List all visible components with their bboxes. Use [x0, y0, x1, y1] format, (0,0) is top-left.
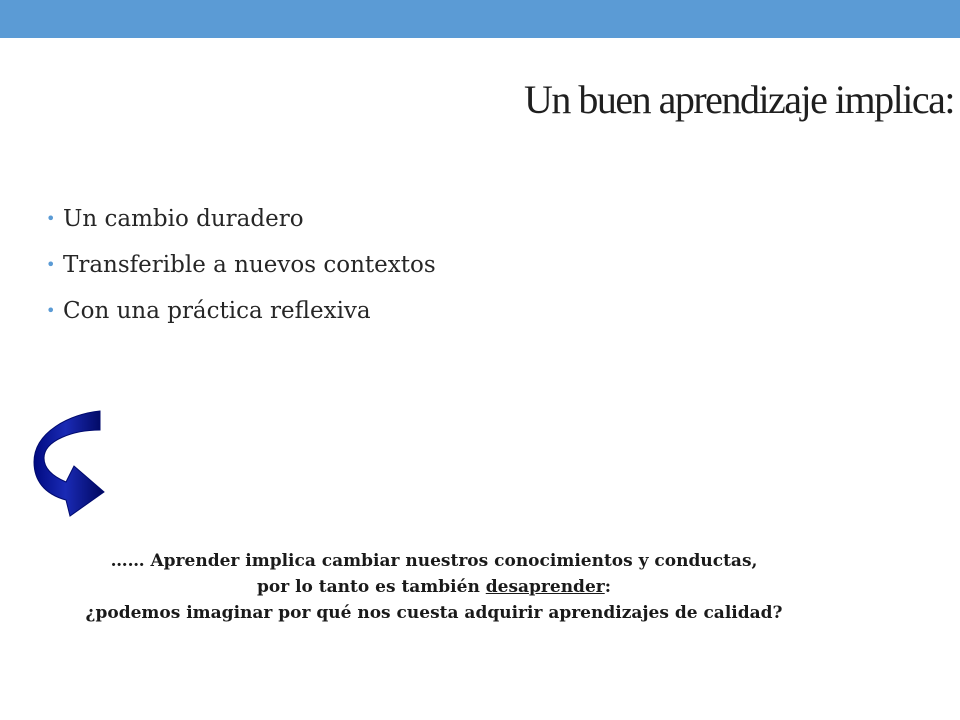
curved-arrow-shape: [34, 411, 104, 516]
closing-note: [0, 548, 868, 626]
bullet-text: Transferible a nuevos contextos: [63, 252, 436, 278]
note-line-1: …… Aprender implica cambiar nuestros conocimientos y conductas,: [110, 551, 758, 571]
bullet-text: Con una práctica reflexiva: [63, 298, 371, 324]
bullet-dot-icon: •: [46, 209, 56, 228]
bullet-item: [46, 288, 436, 334]
top-accent-bar: [0, 0, 960, 38]
bullet-item: [46, 196, 436, 242]
note-line-3: ¿podemos imaginar por qué nos cuesta adquirir aprendizajes de calidad?: [85, 603, 783, 623]
slide-title: Un buen aprendizaje implica:: [523, 77, 954, 122]
note-line-2: [0, 574, 868, 600]
bullet-list: [46, 196, 436, 334]
bullet-dot-icon: •: [46, 301, 56, 320]
underlined-word: desaprender: [485, 577, 605, 597]
bullet-item: [46, 242, 436, 288]
bullet-dot-icon: •: [46, 255, 56, 274]
bullet-text: Un cambio duradero: [63, 206, 304, 232]
note-line-2-colon: :: [604, 577, 611, 597]
note-line-2-text: por lo tanto es también: [256, 577, 486, 597]
curved-arrow-icon: [30, 408, 110, 520]
